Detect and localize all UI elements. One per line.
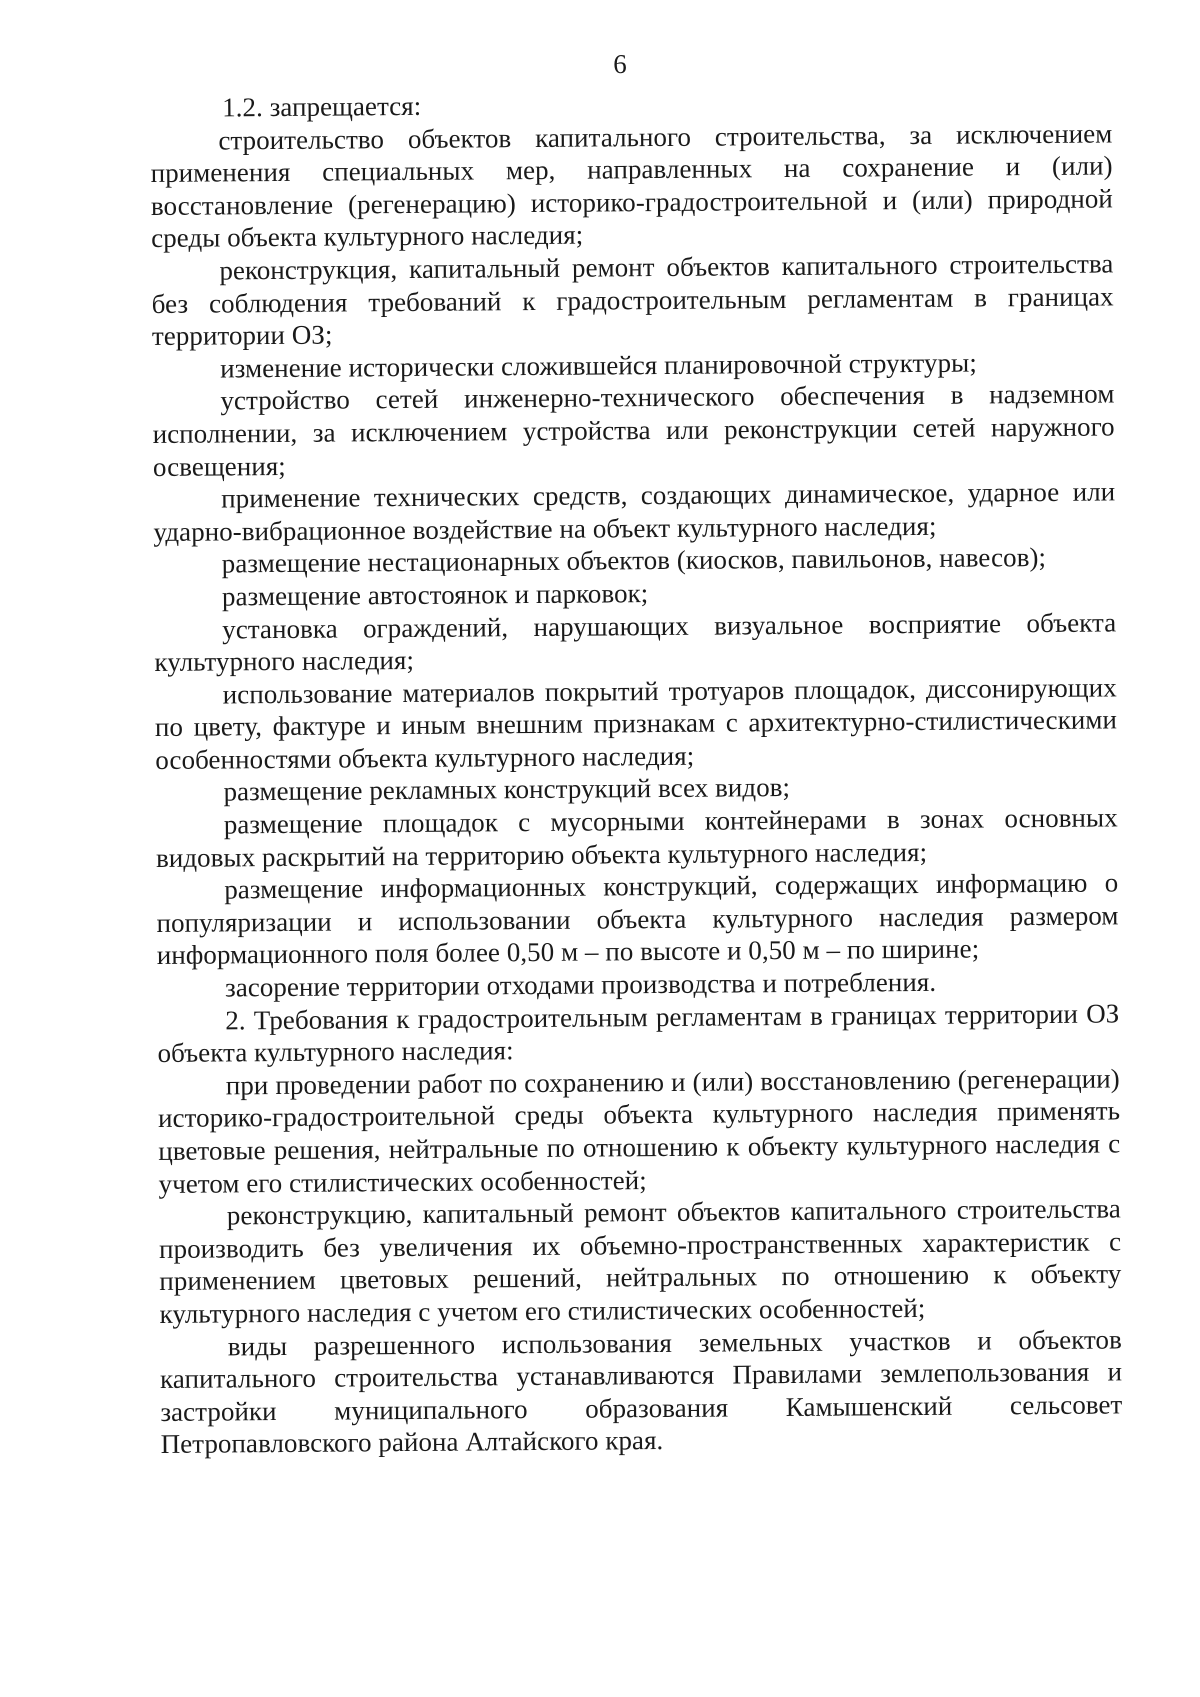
paragraph-planning-structure: изменение исторически сложившейся планировочной структуры; [220, 347, 977, 384]
paragraph-paving-materials: использование материалов покрытий тротуаров площадок, диссонирующих по цвету, фактуре и иным внешним признакам с архитектурно-стилистическими особенностями объекта культурного наследия; [154, 672, 1118, 775]
paragraph-land-use: виды разрешенного использования земельных участков и объектов капитального строительства устанавливаются Правилами землепользования и застройки муниципального образования Камышенский сельсовет Петропавловского района Алтайского края. [159, 1323, 1123, 1460]
section-heading-1-2: 1.2. запрещается: [222, 90, 422, 123]
section-heading-2: 2. Требования к градостроительным регламентам в границах территории ОЗ объекта культурного наследия: [157, 998, 1120, 1069]
paragraph-reconstruction-requirements: реконструкцию, капитальный ремонт объектов капитального строительства производить без увеличения их объемно-пространственных характеристик с применением цветовых решений, нейтральных по отношению к объекту культурного наследия с учетом его стилистических особенностей; [158, 1193, 1122, 1329]
paragraph-fences: установка ограждений, нарушающих визуальное восприятие объекта культурного наследия; [154, 606, 1117, 678]
paragraph-color-solutions: при проведении работ по сохранению и (или) восстановлению (регенерации) историко-градостроительной среды объекта культурного наследия применять цветовые решения, нейтральные по отношению к объекту культурного наследия с учетом его стилистических особенностей; [157, 1063, 1121, 1199]
paragraph-advertising: размещение рекламных конструкций всех видов; [223, 772, 791, 807]
paragraph-technical-means: применение технических средств, создающих динамическое, ударное или ударно-вибрационное воздействие на объект культурного наследия; [153, 476, 1116, 547]
paragraph-information-structures: размещение информационных конструкций, содержащих информацию о популяризации и использовании объекта культурного наследия размером информационного поля более 0,50 м – по высоте и 0,50 м – по ширине; [156, 867, 1119, 971]
paragraph-reconstruction-prohibition: реконструкция, капитальный ремонт объектов капитального строительства без соблюдения требований к градостроительным регламентам в границах территории ОЗ; [151, 248, 1114, 352]
paragraph-littering: засорение территории отходами производства и потребления. [224, 966, 937, 1003]
paragraph-waste-containers: размещение площадок с мусорными контейнерами в зонах основных видовых раскрытий на территорию объекта культурного наследия; [155, 802, 1118, 873]
paragraph-kiosks: размещение нестационарных объектов (киосков, павильонов, навесов); [221, 542, 1047, 579]
document-body [150, 84, 1123, 1460]
paragraph-parking: размещение автостоянок и парковок; [221, 578, 649, 612]
page-number: 6 [613, 49, 627, 79]
paragraph-engineering-networks: устройство сетей инженерно-технического обеспечения в надземном исполнении, за исключением устройства или реконструкции сетей наружного освещения; [152, 378, 1115, 482]
paragraph-construction-prohibition: строительство объектов капитального строительства, за исключением применения специальных мер, направленных на сохранение и (или) восстановление (регенерацию) историко-градостроительной и (или) природной среды объекта культурного наследия; [150, 118, 1113, 254]
